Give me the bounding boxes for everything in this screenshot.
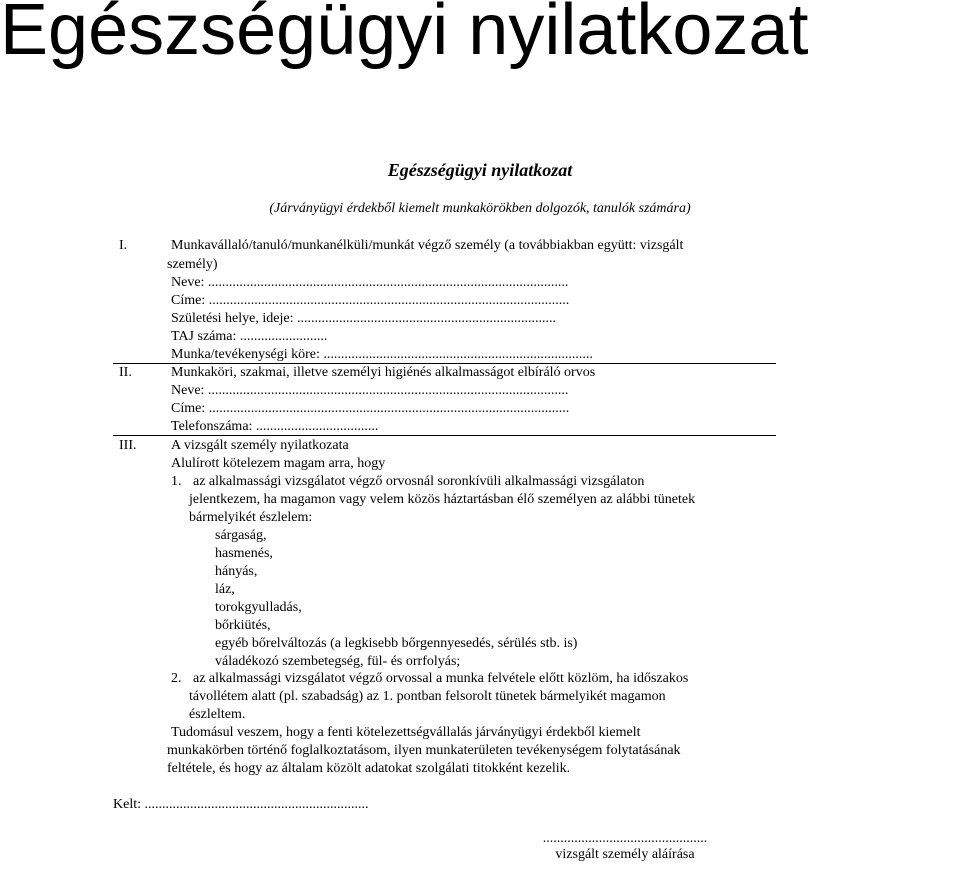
doctor-name: Neve: .......................................................................................................: [171, 383, 569, 398]
closing-line: munkakörben történő foglalkoztatásom, ilyen munkaterületen tevékenységem folytatásának: [167, 743, 681, 758]
symptom-item: hasmenés,: [215, 546, 273, 561]
symptom-item: láz,: [215, 582, 235, 597]
signature-block: [520, 832, 730, 864]
field-address: Címe: .......................................................................................................: [171, 293, 570, 308]
item-2-line: az alkalmassági vizsgálatot végző orvossal a munka felvétele előtt közlöm, ha időszakos: [193, 671, 689, 686]
symptom-item: torokgyulladás,: [215, 600, 302, 615]
section-3-number: III.: [119, 438, 137, 453]
document-title: Egészségügyi nyilatkozat: [387, 160, 573, 180]
section-2-heading: Munkaköri, szakmai, illetve személyi higiénés alkalmasságot elbíráló orvos: [171, 365, 596, 380]
item-1-line: az alkalmassági vizsgálatot végző orvosnál soronkívüli alkalmassági vizsgálaton: [193, 474, 645, 489]
section-3-heading: A vizsgált személy nyilatkozata: [171, 438, 349, 453]
closing-line: Tudomásul veszem, hogy a fenti kötelezettségvállalás járványügyi érdekből kiemelt: [171, 725, 641, 740]
item-2-line: távollétem alatt (pl. szabadság) az 1. pontban felsorolt tünetek bármelyikét magamon: [189, 689, 666, 704]
item-1-line: bármelyikét észlelem:: [189, 510, 313, 525]
item-1-line: jelentkezem, ha magamon vagy velem közös háztartásban élő személyen az alábbi tünetek: [189, 492, 696, 507]
section-1-heading-cont: személy): [167, 257, 218, 272]
section-divider: [113, 435, 776, 436]
field-taj: TAJ száma: .........................: [171, 329, 328, 344]
slide-title: Egészségügyi nyilatkozat: [0, 0, 809, 70]
item-1-number: 1.: [171, 474, 182, 489]
section-2-number: II.: [119, 365, 132, 380]
field-birth: Születési helye, ideje: ..........................................................................: [171, 311, 556, 326]
section-1-number: I.: [119, 238, 128, 253]
declaration-intro: Alulírott kötelezem magam arra, hogy: [171, 456, 386, 471]
symptom-item: egyéb bőrelváltozás (a legkisebb bőrgennyesedés, sérülés stb. is): [215, 636, 578, 651]
doctor-phone: Telefonszáma: ...................................: [171, 419, 379, 434]
closing-line: feltétele, és hogy az általam közölt adatokat szolgálati titokként kezelik.: [167, 761, 571, 776]
item-2-line: észleltem.: [189, 707, 246, 722]
document-subtitle: (Járványügyi érdekből kiemelt munkakörökben dolgozók, tanulók számára): [269, 201, 691, 216]
field-work: Munka/tevékenységi köre: .............................................................................: [171, 347, 593, 362]
field-name: Neve: .......................................................................................................: [171, 275, 569, 290]
doctor-address: Címe: .......................................................................................................: [171, 401, 570, 416]
symptom-item: hányás,: [215, 564, 258, 579]
signature-label: vizsgált személy aláírása: [555, 847, 695, 862]
symptom-item: sárgaság,: [215, 528, 267, 543]
symptom-item: váladékozó szembetegség, fül- és orrfolyás;: [215, 654, 461, 669]
symptom-item: bőrkiütés,: [215, 618, 271, 633]
section-1-heading: Munkavállaló/tanuló/munkanélküli/munkát végző személy (a továbbiakban együtt: vizsgált: [171, 238, 684, 253]
date-field: Kelt: ................................................................: [113, 797, 369, 812]
signature-line: ...............................................: [542, 831, 708, 846]
item-2-number: 2.: [171, 671, 182, 686]
